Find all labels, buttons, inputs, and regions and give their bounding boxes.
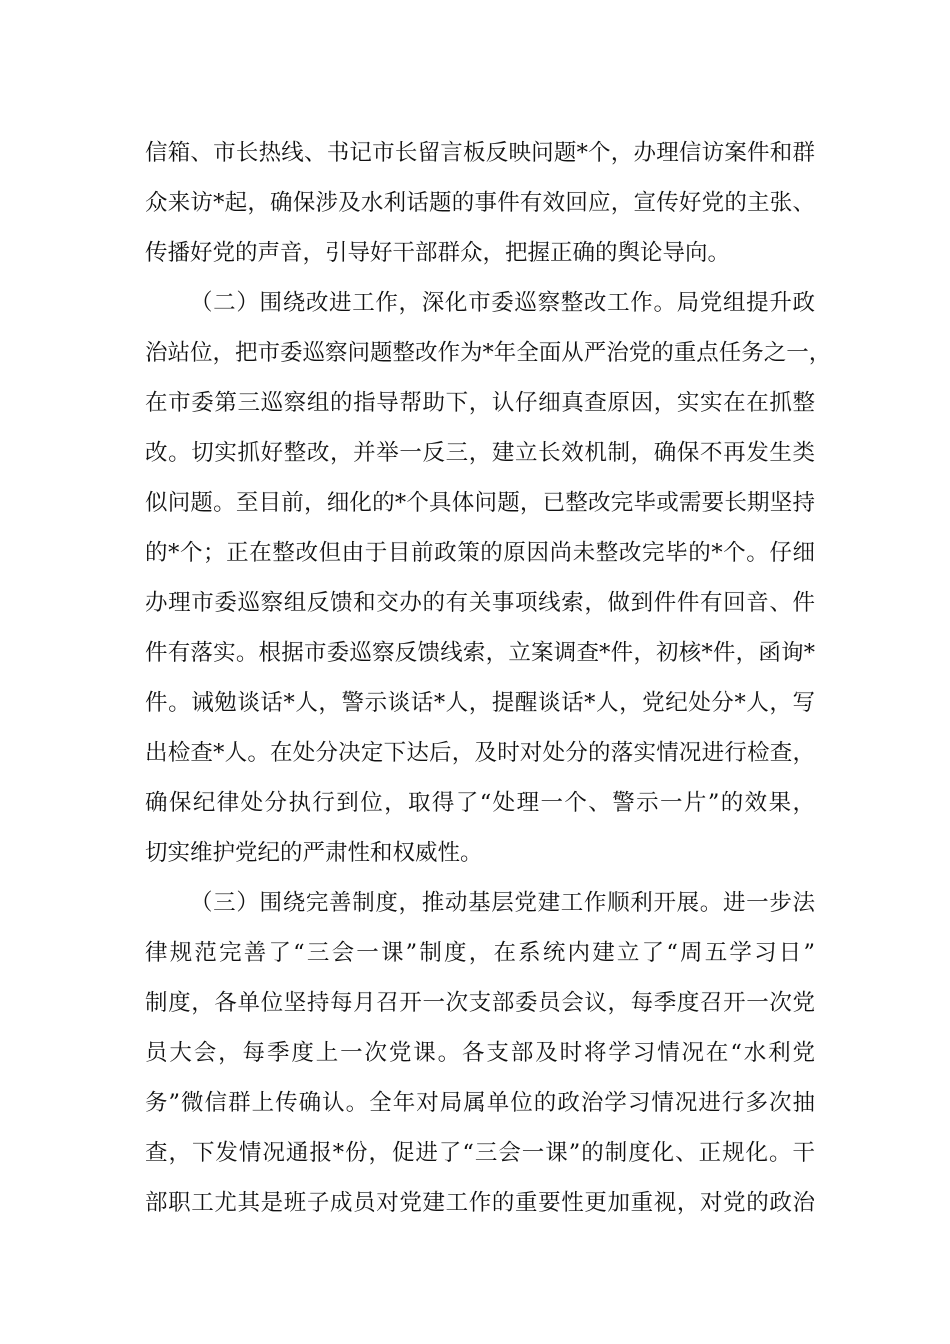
text-line: 治站位，把市委巡察问题整改作为*年全面从严治党的重点任务之一， <box>145 340 832 366</box>
text-line: 部职工尤其是班子成员对党建工作的重要性更加重视，对党的政治 <box>145 1190 815 1216</box>
text-line: 的*个；正在整改但由于目前政策的原因尚未整改完毕的*个。仔细 <box>145 540 815 566</box>
text-line: 员大会，每季度上一次党课。各支部及时将学习情况在“水利党 <box>145 1040 815 1066</box>
section-heading-line: （二）围绕改进工作，深化市委巡察整改工作。局党组提升政 <box>190 290 815 316</box>
text-line: 出检查*人。在处分决定下达后，及时对处分的落实情况进行检查， <box>145 740 815 766</box>
text-line: 件。诫勉谈话*人，警示谈话*人，提醒谈话*人，党纪处分*人，写 <box>145 690 815 716</box>
text-line: 传播好党的声音，引导好干部群众，把握正确的舆论导向。 <box>145 240 731 266</box>
text-line: 确保纪律处分执行到位，取得了“处理一个、警示一片”的效果， <box>145 790 815 816</box>
text-line: 办理市委巡察组反馈和交办的有关事项线索，做到件件有回音、件 <box>145 590 815 616</box>
section-heading-line: （三）围绕完善制度，推动基层党建工作顺利开展。进一步法 <box>190 890 815 916</box>
text-line: 律规范完善了“三会一课”制度，在系统内建立了“周五学习日” <box>145 940 815 966</box>
text-line: 查，下发情况通报*份，促进了“三会一课”的制度化、正规化。干 <box>145 1140 815 1166</box>
text-line: 信箱、市长热线、书记市长留言板反映问题*个，办理信访案件和群 <box>145 140 815 166</box>
text-line: 似问题。至目前，细化的*个具体问题，已整改完毕或需要长期坚持 <box>145 490 815 516</box>
text-line: 制度，各单位坚持每月召开一次支部委员会议，每季度召开一次党 <box>145 990 815 1016</box>
text-line: 众来访*起，确保涉及水利话题的事件有效回应，宣传好党的主张、 <box>145 190 815 216</box>
text-line: 件有落实。根据市委巡察反馈线索，立案调查*件，初核*件，函询* <box>145 640 815 666</box>
text-line: 在市委第三巡察组的指导帮助下，认仔细真查原因，实实在在抓整 <box>145 390 815 416</box>
text-line: 切实维护党纪的严肃性和权威性。 <box>145 840 483 866</box>
text-line: 务”微信群上传确认。全年对局属单位的政治学习情况进行多次抽 <box>145 1090 815 1116</box>
text-line: 改。切实抓好整改，并举一反三，建立长效机制，确保不再发生类 <box>145 440 815 466</box>
